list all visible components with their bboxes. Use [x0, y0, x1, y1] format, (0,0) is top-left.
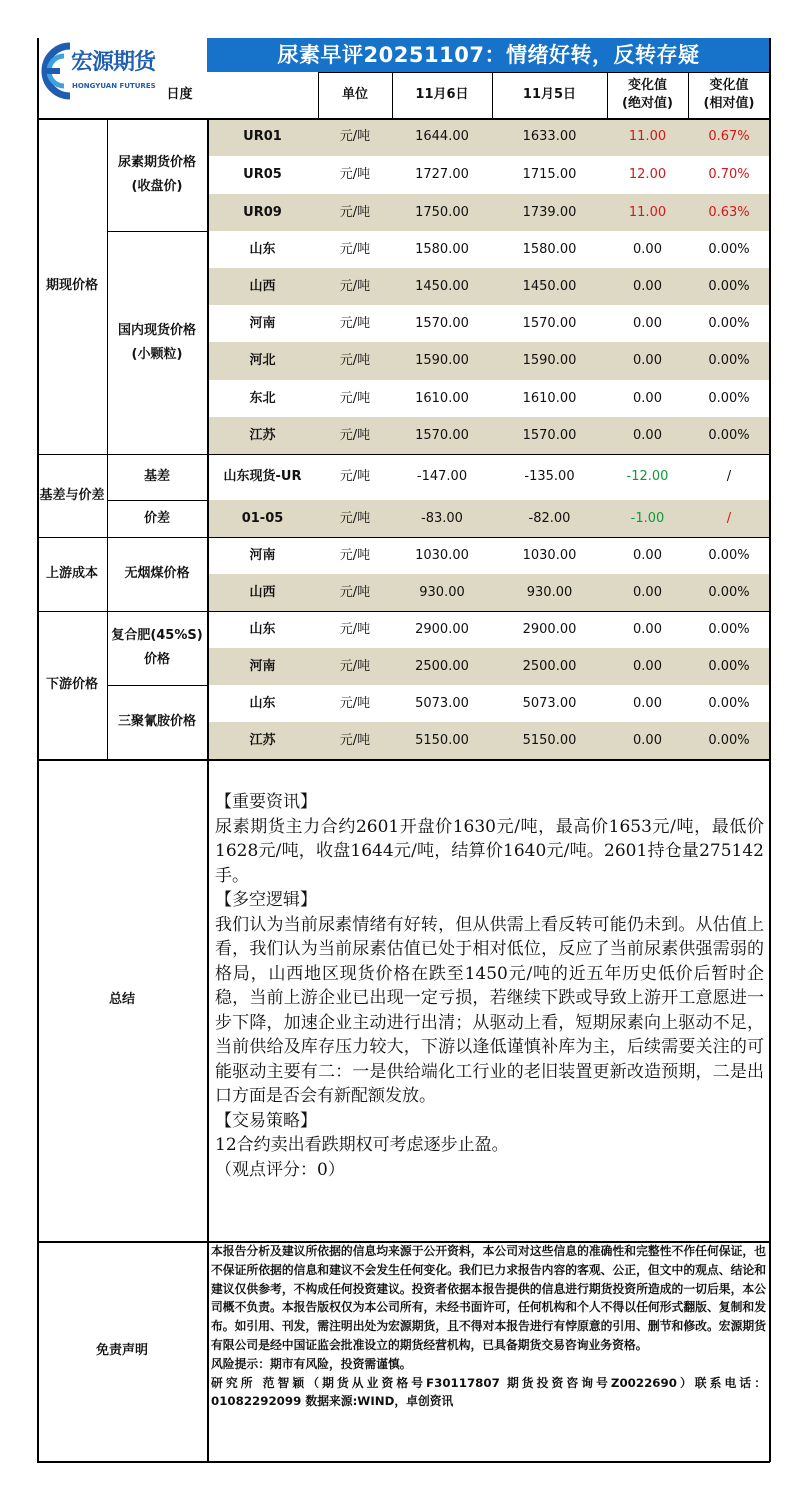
grid-hline [318, 72, 770, 73]
logo-text-cn: 宏源期货 [71, 50, 156, 75]
view-score: （观点评分：0） [215, 1159, 345, 1180]
group-basis: 基差 [143, 469, 170, 485]
cell-v2: 1570.00 [522, 315, 577, 331]
cell-v2: 1450.00 [522, 278, 577, 294]
cell-v2: -135.00 [524, 469, 575, 485]
cell-name: 山西 [249, 584, 276, 600]
cell-name: 河南 [249, 315, 276, 331]
section-spot-futures: 期现价格 [45, 278, 98, 294]
cell-abs: 0.00 [633, 427, 662, 443]
cell-name: 江苏 [249, 427, 276, 443]
cell-unit: 元/吨 [339, 584, 371, 600]
grid-hline [37, 1461, 770, 1463]
hongyuan-logo-icon [40, 42, 74, 100]
grid-hline [37, 611, 770, 612]
grid-hline [107, 500, 207, 501]
cell-abs: 0.00 [633, 695, 662, 711]
disclaimer-body [207, 1242, 770, 1460]
cell-rel: 0.00% [708, 390, 750, 406]
cell-v1: 1610.00 [415, 390, 469, 406]
grid-hline [37, 1241, 770, 1243]
cell-rel: 0.00% [708, 241, 750, 257]
cell-unit: 元/吨 [339, 241, 371, 257]
disclaimer-text: 本报告分析及建议所依据的信息均来源于公开资料，本公司对这些信息的准确性和完整性不作任何保证，也不保证所依据的信息和建议不会发生任何变化。我们已力求报告内容的客观、公正，但文中的观点、结论和建议仅供参考，不构成任何投资建议。投资者依据本报告提供的信息进行期货投资所造成的一切后果，本公司概不负责。本报告版权仅为本公司所有，未经书面许可，任何机构和个人不得以任何形式翻版、复制和发布。如引用、刊发，需注明出处为宏源期货，且不得对本报告进行有悖原意的引用、删节和修改。宏源期货有限公司是经中国证监会批准设立的期货经营机构，已具备期货交易咨询业务资格。 [211, 1244, 766, 1352]
cell-v2: 1590.00 [522, 353, 577, 369]
cell-v1: 1590.00 [415, 353, 469, 369]
cell-v2: 1580.00 [522, 241, 577, 257]
cell-rel: 0.00% [708, 353, 750, 369]
grid-vline [37, 38, 39, 1462]
cell-v1: 1570.00 [415, 315, 469, 331]
cell-abs: 12.00 [628, 167, 667, 183]
group-spot-price: 国内现货价格 (小颗粒) [117, 322, 196, 362]
cell-rel: 0.70% [708, 167, 750, 183]
section-basis: 基差与价差 [39, 487, 105, 503]
grid-vline [318, 72, 319, 118]
summary-body [207, 790, 770, 1235]
grid-hline [37, 537, 770, 538]
cell-name: 河南 [249, 658, 276, 674]
cell-unit: 元/吨 [339, 390, 371, 406]
report-title: 尿素早评20251107：情绪好转，反转存疑 [207, 38, 770, 72]
cell-abs: 0.00 [633, 390, 662, 406]
cell-abs: 0.00 [633, 658, 662, 674]
cell-v2: -82.00 [528, 510, 571, 526]
cell-v1: 1570.00 [415, 427, 469, 443]
grid-vline [107, 118, 108, 759]
grid-vline [492, 72, 493, 118]
section-upstream: 上游成本 [45, 566, 98, 582]
author-info: 研究所 范智颖（期货从业资格号F30117807 期货投资咨询号Z0022690）联系电话：01082292099 数据来源:WIND，卓创资讯 [211, 1375, 766, 1409]
cell-name: 山东 [249, 241, 276, 257]
news-heading: 【重要资讯】 [215, 792, 317, 812]
cell-name: 山东 [249, 695, 276, 711]
cell-name: 河南 [249, 547, 276, 563]
cell-v2: 2500.00 [522, 658, 577, 674]
cell-v2: 930.00 [526, 584, 573, 600]
cell-rel: 0.00% [708, 427, 750, 443]
group-compound-fertilizer: 复合肥(45%S) 价格 [111, 628, 203, 667]
cell-v1: 5150.00 [415, 732, 469, 748]
grid-hline [107, 685, 207, 686]
cell-name: 河北 [249, 353, 276, 369]
cell-unit: 元/吨 [339, 427, 371, 443]
cell-v2: 1739.00 [522, 204, 577, 220]
cell-abs: 0.00 [633, 584, 662, 600]
summary-label: 总结 [108, 992, 135, 1008]
strategy-heading: 【交易策略】 [215, 1110, 317, 1131]
header-nov5: 11月5日 [522, 87, 577, 103]
logic-text: 我们认为当前尿素情绪有好转，但从供需上看反转可能仍未到。从估值上看，我们认为当前尿素估值已处于相对低位，反应了当前尿素供强需弱的格局，山西地区现货价格在跌至1450元/吨的近五年历史低价后暂时企稳，当前上游企业已出现一定亏损，若继续下跌或导致上游开工意愿进一步下降，加速企业主动进行出清；从驱动上看，短期尿素向上驱动不足，当前供给及库存压力较大，下游以逢低谨慎补库为主，后续需要关注的可能驱动主要有二：一是供给端化工行业的老旧装置更新改造预期，二是出口方面是否会有新配额发放。 [215, 914, 764, 1106]
cell-abs: 11.00 [628, 129, 667, 145]
cell-v1: 1727.00 [415, 167, 469, 183]
cell-abs: -1.00 [630, 510, 665, 526]
cell-name: 01-05 [241, 510, 284, 526]
risk-warning: 风险提示：期市有风险，投资需谨慎。 [211, 1356, 412, 1371]
cell-rel: 0.00% [708, 695, 750, 711]
grid-vline [769, 38, 771, 1462]
cell-abs: 0.00 [633, 353, 662, 369]
cell-name: 东北 [249, 390, 276, 406]
cell-name: 山西 [249, 278, 276, 294]
cell-v1: 2900.00 [415, 621, 469, 637]
cell-rel: / [726, 510, 732, 526]
cell-v2: 1570.00 [522, 427, 577, 443]
cell-abs: 0.00 [633, 547, 662, 563]
grid-hline [107, 231, 207, 232]
cell-v2: 1030.00 [522, 547, 577, 563]
cell-unit: 元/吨 [339, 695, 371, 711]
grid-hline [37, 454, 770, 455]
cell-unit: 元/吨 [339, 732, 371, 748]
cell-abs: 11.00 [628, 204, 667, 220]
cell-abs: 0.00 [633, 315, 662, 331]
strategy-text: 12合约卖出看跌期权可考虑逐步止盈。 [215, 1135, 509, 1155]
cell-unit: 元/吨 [339, 547, 371, 563]
cell-unit: 元/吨 [339, 353, 371, 369]
cell-v2: 1633.00 [522, 129, 577, 145]
grid-hline [37, 118, 770, 120]
cell-rel: 0.00% [708, 315, 750, 331]
disclaimer-label: 免责声明 [95, 1343, 148, 1359]
grid-vline [392, 72, 393, 118]
cell-v1: 5073.00 [415, 695, 469, 711]
cell-name: UR09 [243, 204, 282, 220]
cell-abs: -12.00 [626, 469, 669, 485]
cell-v1: -147.00 [416, 469, 468, 485]
company-logo [40, 38, 156, 110]
cell-name: UR01 [243, 129, 282, 145]
cell-rel: 0.00% [708, 658, 750, 674]
cell-name: 山东 [249, 621, 276, 637]
cell-rel: 0.00% [708, 732, 750, 748]
cell-v1: 1580.00 [415, 241, 469, 257]
cell-v1: 1750.00 [415, 204, 469, 220]
cell-abs: 0.00 [633, 621, 662, 637]
cell-abs: 0.00 [633, 278, 662, 294]
group-melamine: 三聚氰胺价格 [117, 714, 196, 730]
header-change-abs: 变化值 (绝对值) [622, 78, 673, 111]
cell-unit: 元/吨 [339, 204, 371, 220]
cell-v1: 1644.00 [415, 129, 469, 145]
cell-rel: 0.63% [708, 204, 750, 220]
news-text: 尿素期货主力合约2601开盘价1630元/吨，最高价1653元/吨，最低价1628元/吨，收盘1644元/吨，结算价1640元/吨。2601持仓量275142手。 [215, 816, 764, 886]
header-change-rel: 变化值 (相对值) [703, 78, 755, 111]
cell-v1: -83.00 [421, 510, 463, 526]
section-downstream: 下游价格 [45, 677, 98, 693]
cell-name: UR05 [243, 167, 282, 183]
group-spread: 价差 [143, 510, 170, 526]
cell-unit: 元/吨 [339, 658, 371, 674]
logo-text-en: HONGYUAN FUTURES [72, 82, 156, 90]
cell-v2: 1610.00 [522, 390, 577, 406]
grid-vline [688, 72, 689, 118]
cell-unit: 元/吨 [339, 129, 371, 145]
logic-heading: 【多空逻辑】 [215, 890, 317, 910]
group-anthracite: 无烟煤价格 [124, 566, 190, 582]
cell-v1: 930.00 [419, 584, 465, 600]
cell-unit: 元/吨 [339, 315, 371, 331]
grid-vline [607, 72, 608, 118]
cell-v1: 1030.00 [415, 547, 469, 563]
cell-rel: 0.67% [708, 129, 750, 145]
header-unit: 单位 [341, 87, 368, 103]
cell-unit: 元/吨 [339, 469, 371, 485]
group-futures-price: 尿素期货价格 (收盘价) [117, 154, 196, 194]
cell-v1: 1450.00 [415, 278, 469, 294]
cell-name: 山东现货-UR [223, 469, 302, 485]
header-nov6: 11月6日 [415, 87, 469, 103]
cell-unit: 元/吨 [339, 278, 371, 294]
cell-v2: 2900.00 [522, 621, 577, 637]
cell-unit: 元/吨 [339, 621, 371, 637]
cell-v2: 5150.00 [522, 732, 577, 748]
cell-v1: 2500.00 [415, 658, 469, 674]
cell-v2: 5073.00 [522, 695, 577, 711]
header-date: 日度 [166, 87, 193, 103]
cell-rel: 0.00% [708, 278, 750, 294]
cell-unit: 元/吨 [339, 510, 371, 526]
cell-rel: 0.00% [708, 621, 750, 637]
cell-abs: 0.00 [633, 732, 662, 748]
cell-v2: 1715.00 [522, 167, 577, 183]
cell-name: 江苏 [249, 732, 276, 748]
grid-vline [207, 118, 209, 1462]
cell-rel: / [726, 469, 732, 485]
cell-rel: 0.00% [708, 584, 750, 600]
cell-abs: 0.00 [633, 241, 662, 257]
grid-hline [37, 759, 770, 761]
cell-unit: 元/吨 [339, 167, 371, 183]
cell-rel: 0.00% [708, 547, 750, 563]
